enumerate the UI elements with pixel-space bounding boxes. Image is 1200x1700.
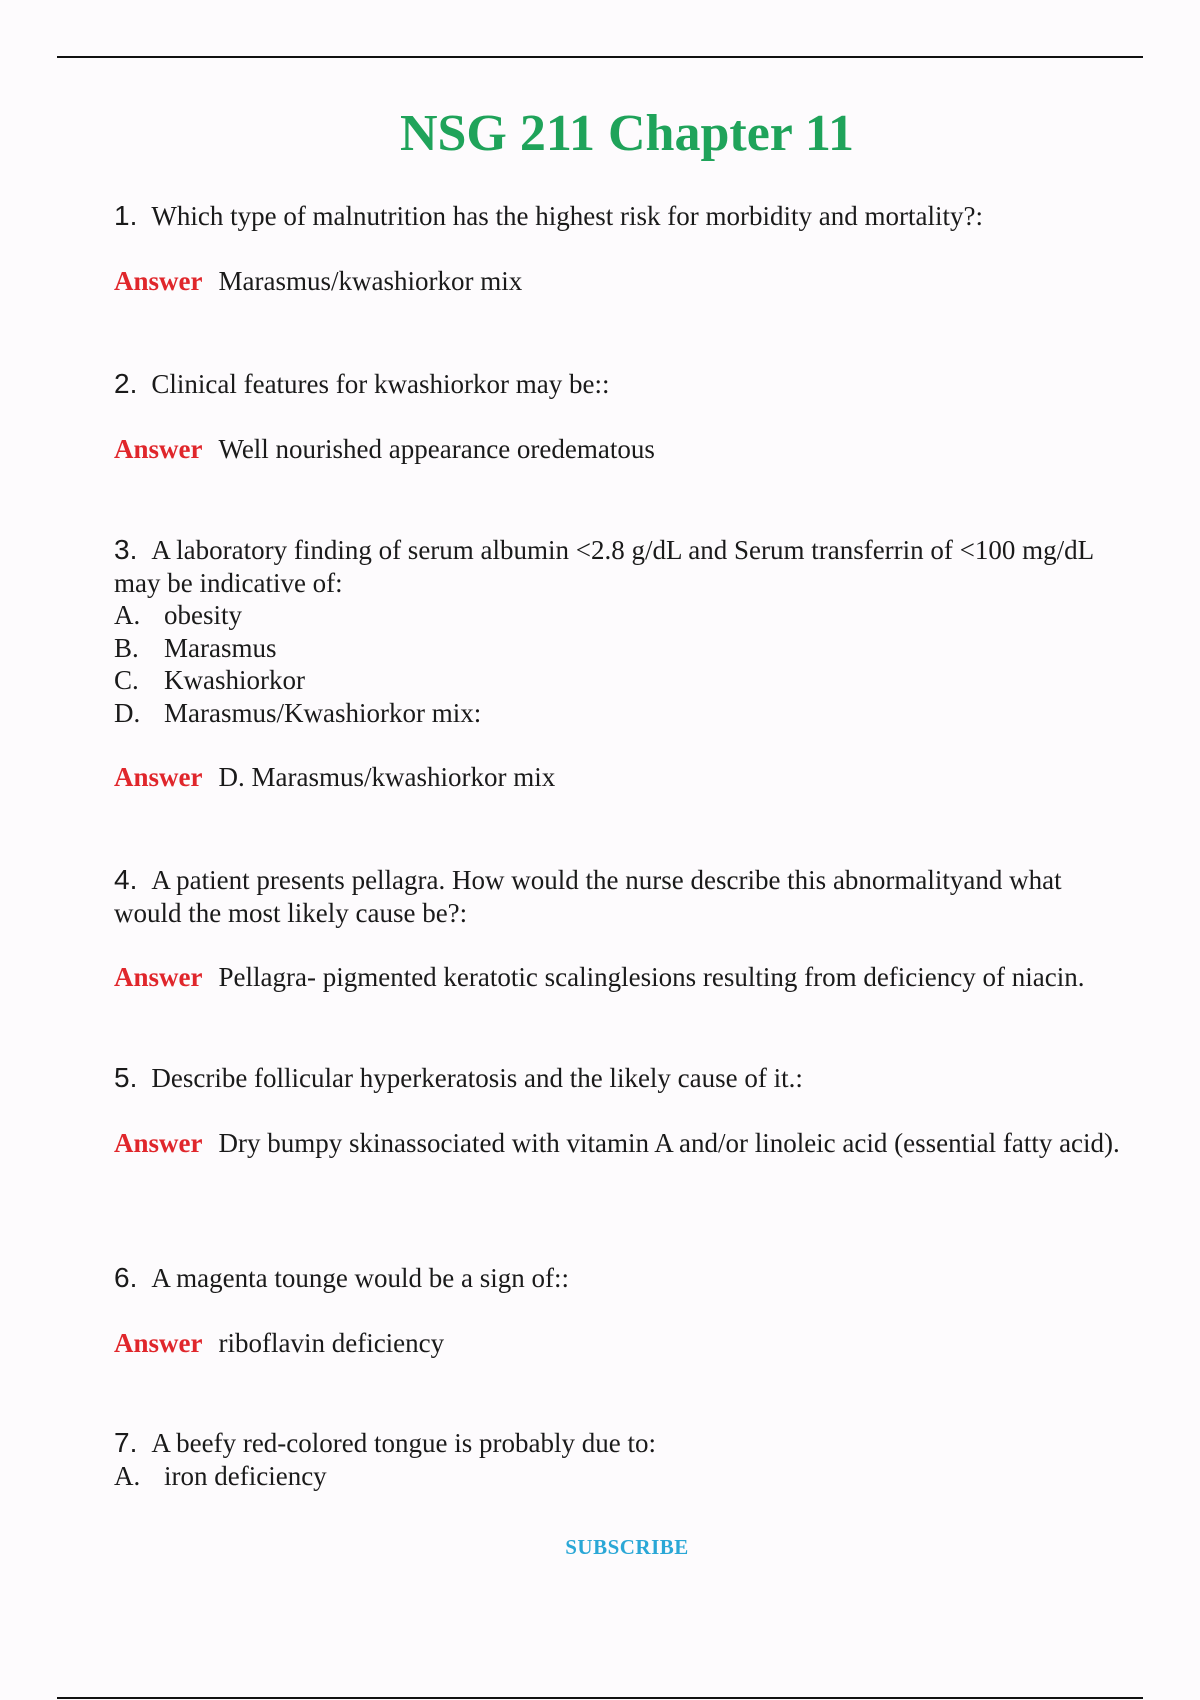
question-number: 7. — [114, 1427, 138, 1458]
question-number: 1. — [114, 200, 138, 231]
answer-line — [114, 961, 1124, 994]
answer-label: Answer — [114, 762, 203, 792]
top-rule — [57, 56, 1143, 58]
question-number: 2. — [114, 368, 138, 399]
answer-text: D. Marasmus/kwashiorkor mix — [218, 762, 556, 792]
answer-text: Dry bumpy skinassociated with vitamin A and/or linoleic acid (essential fatty acid). — [218, 1127, 1120, 1158]
subscribe-link[interactable]: SUBSCRIBE — [565, 1535, 689, 1559]
question-number: 5. — [114, 1062, 138, 1093]
question-text: Describe follicular hyperkeratosis and the likely cause of it.: — [151, 1063, 803, 1093]
answer-text: Marasmus/kwashiorkor mix — [218, 265, 523, 296]
answer-text: Well nourished appearance oredematous — [218, 433, 655, 464]
answer-label: Answer — [114, 1127, 203, 1158]
answer-line — [114, 761, 1124, 794]
option-item: D. Marasmus/Kwashiorkor mix: — [114, 697, 482, 728]
question-1 — [114, 200, 1124, 297]
answer-line — [114, 433, 1124, 466]
option-list — [114, 1460, 1124, 1493]
question-number: 3. — [114, 534, 138, 565]
question-7 — [114, 1427, 1124, 1492]
question-text: A beefy red-colored tongue is probably due to: — [151, 1428, 656, 1458]
answer-label: Answer — [114, 962, 203, 992]
option-item: A. obesity — [114, 600, 242, 630]
bottom-rule — [57, 1697, 1143, 1699]
answer-label: Answer — [114, 1327, 203, 1358]
question-number: 6. — [114, 1262, 138, 1293]
question-3 — [114, 534, 1124, 794]
option-item: B. Marasmus — [114, 632, 277, 663]
question-text: A laboratory finding of serum albumin <2.8 g/dL and Serum transferrin of <100 mg/dL may be indicative of: — [114, 535, 1094, 598]
question-text: A magenta tounge would be a sign of:: — [151, 1263, 570, 1293]
answer-label: Answer — [114, 433, 203, 464]
answer-text: riboflavin deficiency — [218, 1327, 445, 1358]
question-4 — [114, 864, 1124, 994]
question-5 — [114, 1062, 1124, 1159]
question-2 — [114, 368, 1124, 465]
option-item: A. iron deficiency — [114, 1460, 327, 1491]
question-6 — [114, 1262, 1124, 1359]
answer-line — [114, 265, 1124, 298]
page-title: NSG 211 Chapter 11 — [399, 105, 855, 162]
answer-line — [114, 1327, 1124, 1360]
option-item: C. Kwashiorkor — [114, 665, 305, 695]
answer-line — [114, 1127, 1124, 1160]
option-list — [114, 599, 1124, 729]
question-text: Which type of malnutrition has the highest risk for morbidity and mortality?: — [151, 201, 983, 231]
answer-label: Answer — [114, 265, 203, 296]
question-number: 4. — [114, 864, 138, 895]
question-text: Clinical features for kwashiorkor may be:: — [151, 369, 610, 399]
question-text: A patient presents pellagra. How would the nurse describe this abnormalityand what would the most likely cause be?: — [114, 865, 1062, 928]
answer-text: Pellagra- pigmented keratotic scalinglesions resulting from deficiency of niacin. — [218, 962, 1085, 992]
